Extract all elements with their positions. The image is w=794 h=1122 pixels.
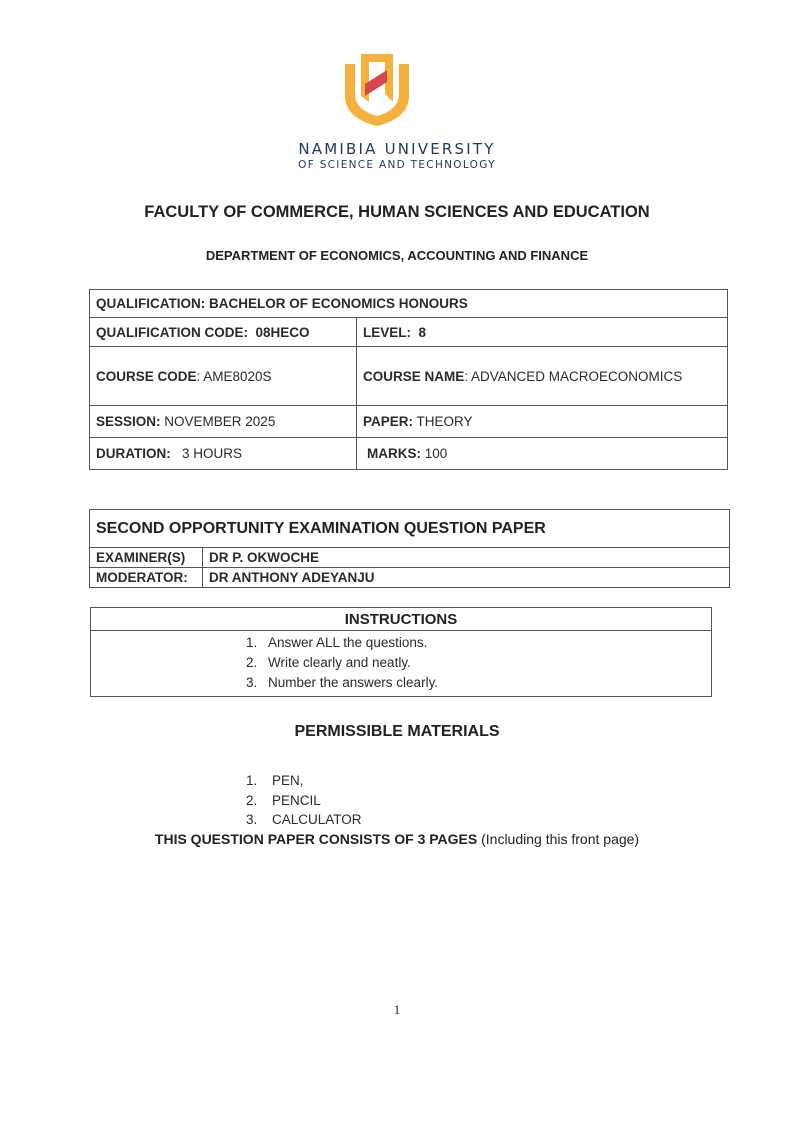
moderator-label: MODERATOR: — [90, 568, 203, 588]
instructions-table — [90, 607, 712, 697]
material-item — [246, 810, 362, 830]
item-text: PENCIL — [272, 792, 321, 808]
examiner-value: DR P. OKWOCHE — [203, 548, 730, 568]
instructions-list — [91, 631, 712, 697]
item-number: 2. — [246, 655, 258, 670]
exam-title: SECOND OPPORTUNITY EXAMINATION QUESTION PAPER — [90, 510, 730, 548]
page-count-normal: (Including this front page) — [477, 831, 640, 847]
page-count-bold: THIS QUESTION PAPER CONSISTS OF 3 PAGES — [154, 831, 478, 847]
session-label: SESSION: — [96, 414, 161, 429]
examination-table — [89, 509, 730, 588]
level-value: 8 — [418, 324, 427, 340]
item-text: CALCULATOR — [272, 812, 362, 827]
duration-label: DURATION: — [96, 446, 171, 461]
university-subtitle: OF SCIENCE AND TECHNOLOGY — [298, 159, 496, 171]
examiner-label: EXAMINER(S) — [90, 548, 203, 568]
item-text: Number the answers clearly. — [268, 675, 439, 690]
material-item — [246, 791, 362, 811]
qualification-value: BACHELOR OF ECONOMICS HONOURS — [209, 296, 468, 311]
page-count-note — [0, 831, 794, 847]
level-cell — [357, 318, 728, 347]
marks-label: MARKS: — [367, 446, 421, 461]
item-number: 1. — [246, 635, 258, 650]
qualification-label: QUALIFICATION: — [96, 296, 206, 311]
duration-value: 3 HOURS — [182, 446, 243, 461]
qualification-code-label: QUALIFICATION CODE: — [96, 324, 248, 340]
session-cell — [90, 406, 357, 438]
material-item — [246, 771, 362, 791]
course-code-cell — [90, 347, 357, 406]
instruction-item — [246, 653, 711, 673]
level-label: LEVEL: — [363, 324, 412, 340]
moderator-value: DR ANTHONY ADEYANJU — [203, 568, 730, 588]
course-code-value: : AME8020S — [196, 368, 272, 384]
course-details-table — [89, 289, 728, 470]
paper-label: PAPER: — [363, 414, 414, 429]
item-text: Answer ALL the questions. — [268, 635, 428, 650]
course-name-label: COURSE NAME — [363, 368, 465, 384]
paper-value: THEORY — [416, 414, 473, 429]
instructions-title: INSTRUCTIONS — [91, 608, 712, 631]
item-number: 3. — [246, 812, 258, 827]
university-name: NAMIBIA UNIVERSITY — [298, 140, 496, 158]
item-number: 2. — [246, 792, 258, 808]
qualification-code-cell — [90, 318, 357, 347]
department-heading: DEPARTMENT OF ECONOMICS, ACCOUNTING AND FINANCE — [205, 248, 589, 263]
duration-cell — [90, 438, 357, 470]
course-code-label: COURSE CODE — [96, 368, 197, 384]
permissible-materials-list — [246, 771, 362, 830]
item-text: Write clearly and neatly. — [268, 655, 411, 670]
page-number: 1 — [393, 1002, 401, 1017]
permissible-materials-heading: PERMISSIBLE MATERIALS — [294, 723, 500, 740]
qualification-cell — [90, 290, 728, 318]
marks-cell — [357, 438, 728, 470]
paper-cell — [357, 406, 728, 438]
faculty-heading: FACULTY OF COMMERCE, HUMAN SCIENCES AND EDUCATION — [144, 203, 650, 221]
marks-value: 100 — [424, 446, 448, 461]
item-number: 3. — [246, 675, 258, 690]
session-value: NOVEMBER 2025 — [164, 414, 276, 429]
course-name-cell — [357, 347, 728, 406]
instruction-item — [246, 673, 711, 693]
item-number: 1. — [246, 773, 258, 788]
qualification-code-value: 08HECO — [255, 324, 310, 340]
instruction-item — [246, 633, 711, 653]
item-text: PEN, — [272, 773, 304, 788]
nust-shield-logo-icon — [341, 50, 413, 128]
course-name-value: : ADVANCED MACROECONOMICS — [464, 368, 683, 384]
